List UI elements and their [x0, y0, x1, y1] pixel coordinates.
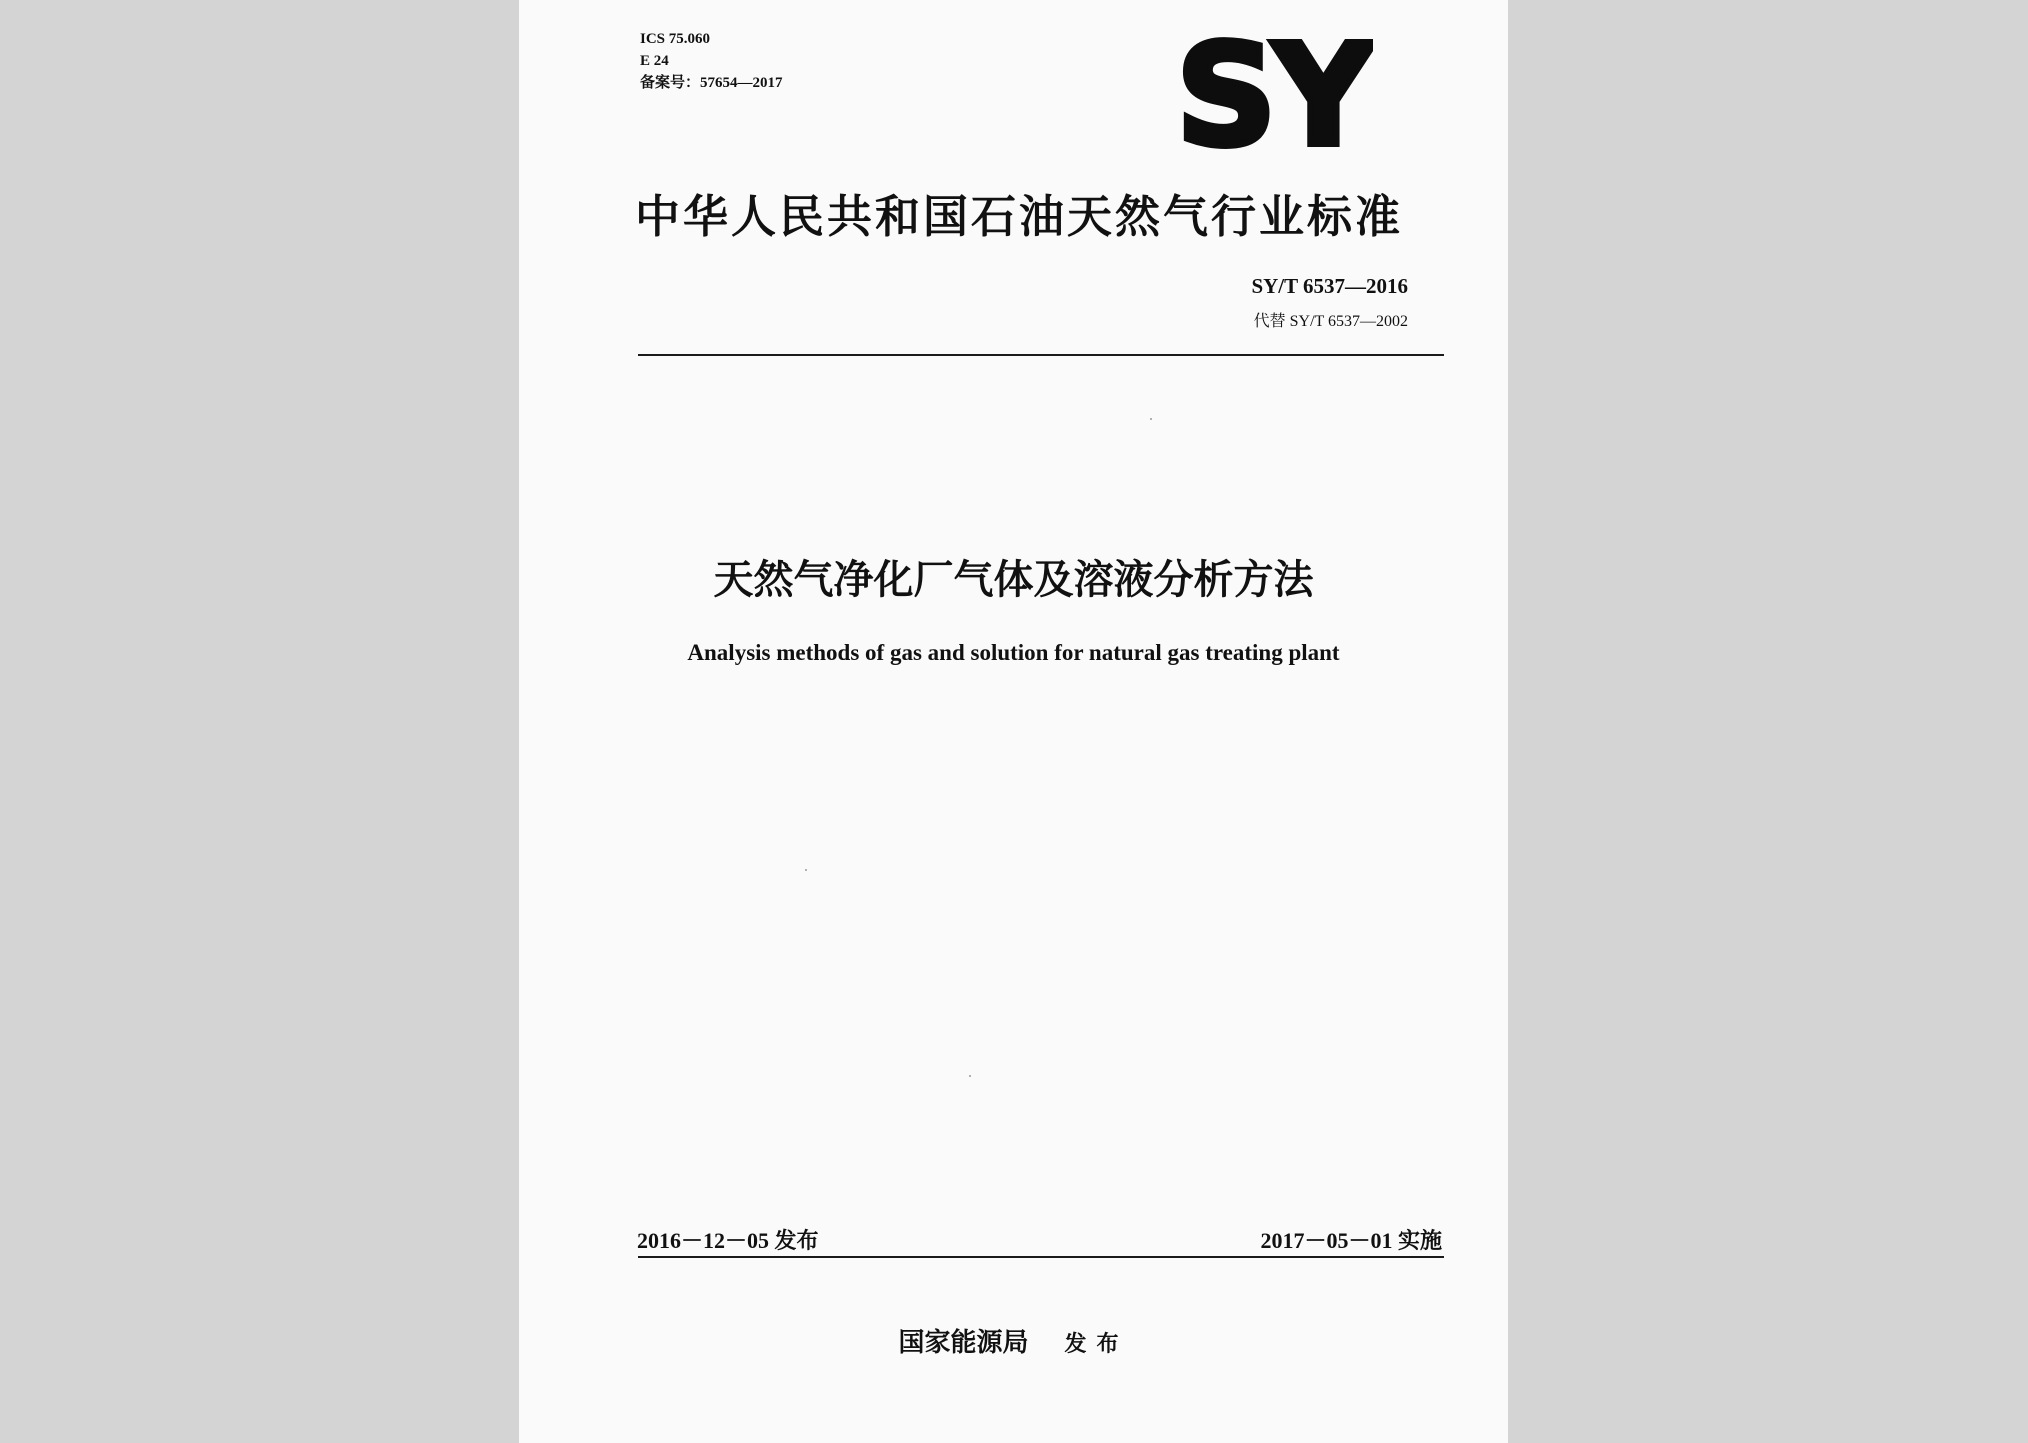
ics-code: ICS 75.060 [640, 31, 711, 47]
sy-logo-text: SY [1175, 36, 1371, 154]
top-divider [638, 354, 1444, 356]
issuer-action: 发布 [1064, 1332, 1129, 1357]
classification-block [640, 28, 783, 94]
standard-number: SY/T 6537—2016 [1251, 274, 1408, 298]
issue-date: 2016－12－05 发布 [637, 1228, 819, 1253]
replaces-standard: 代替 SY/T 6537—2002 [1253, 313, 1408, 330]
issuer-name: 国家能源局 [898, 1328, 1029, 1358]
document-title-english: Analysis methods of gas and solution for natural gas treating plant [687, 640, 1340, 665]
issuer-line [519, 1322, 1508, 1359]
effective-date: 2017－05－01 实施 [1260, 1228, 1442, 1253]
organization-title: 中华人民共和国石油天然气行业标准 [635, 190, 1404, 243]
record-number: 备案号：57654—2017 [640, 75, 783, 91]
scan-speck [1150, 418, 1152, 420]
document-page [519, 0, 1508, 1443]
bottom-divider [638, 1256, 1444, 1258]
scan-speck [805, 869, 807, 871]
document-title-chinese: 天然气净化厂气体及溶液分析方法 [713, 557, 1314, 603]
scan-speck [969, 1075, 971, 1077]
category-code: E 24 [640, 53, 669, 69]
sy-logo [1173, 36, 1373, 154]
